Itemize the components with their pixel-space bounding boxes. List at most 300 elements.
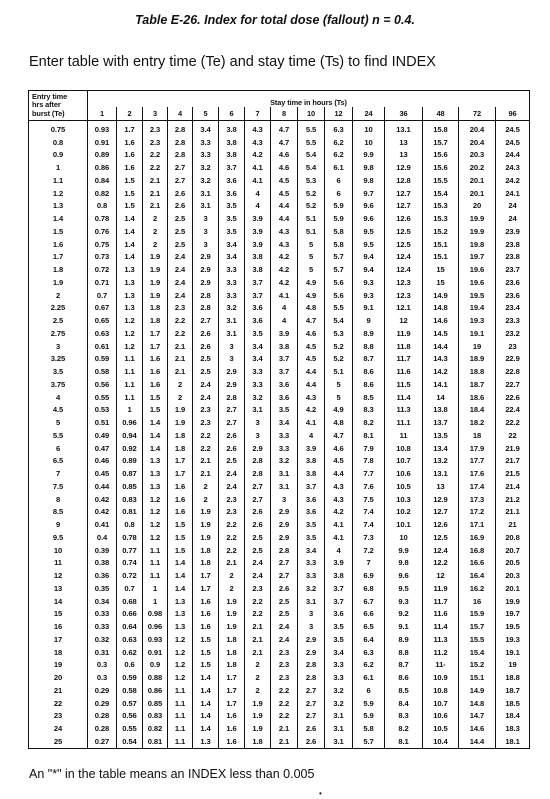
index-value-cell: 9.1 [385,620,423,633]
index-value-cell: 5.7 [325,263,353,276]
index-value-cell: 2.2 [219,531,245,544]
index-value-cell: 10.7 [385,455,423,468]
index-value-cell: 13.7 [423,416,459,429]
index-value-cell: 3.8 [298,455,325,468]
index-value-cell: 3.6 [325,608,353,621]
index-value-cell: 1.2 [117,314,143,327]
index-value-cell: 9.8 [385,557,423,570]
index-value-cell: 4.1 [298,416,325,429]
index-value-cell: 2.2 [271,697,298,710]
index-value-cell: 2.9 [193,251,219,264]
index-value-cell: 18.7 [505,685,520,695]
index-value-cell: 0.92 [117,442,143,455]
index-value-cell: 14.6 [423,314,459,327]
index-value-cell: 0.68 [117,595,143,608]
entry-time-cell: 2.5 [29,314,88,327]
index-value-cell: 2.2 [271,710,298,723]
index-value-cell: 15.6 [423,161,459,174]
index-value-cell: 6.1 [353,671,385,684]
index-value-cell: 2.3 [271,659,298,672]
index-value-cell: 19.1 [505,647,520,657]
index-value-cell: 10.4 [423,735,459,748]
index-value-cell: 0.58 [88,365,117,378]
index-value-cell: 1.1 [168,735,193,748]
index-value-cell: 1.2 [168,633,193,646]
index-value-cell: 2 [219,569,245,582]
index-value-cell: 12.8 [385,174,423,187]
index-value-cell: 1.8 [219,633,245,646]
index-value-cell: 0.54 [117,735,143,748]
index-value-cell: 17.9 [459,442,496,455]
index-value-cell: 2.6 [245,506,271,519]
index-value-cell: 20.5 [505,558,520,568]
entry-time-cell: 1.2 [29,187,88,200]
index-value-cell: 2.3 [143,136,168,149]
index-value-cell: 12.7 [385,200,423,213]
index-value-cell: 5.9 [353,710,385,723]
stay-time-column-header: 3 [143,107,168,121]
table-row [29,595,530,608]
index-value-cell: 2.4 [168,289,193,302]
index-value-cell: 2.8 [298,659,325,672]
entry-time-cell: 1.9 [29,276,88,289]
index-value-cell: 4 [245,200,271,213]
index-value-cell: 24.5 [505,137,520,147]
entry-time-cell: 2.25 [29,302,88,315]
index-value-cell: 1.5 [193,659,219,672]
index-table-container [28,90,529,749]
index-value-cell: 7.4 [353,518,385,531]
index-value-cell: 3.3 [193,136,219,149]
index-value-cell: 1.9 [143,251,168,264]
index-value-cell: 0.91 [143,646,168,659]
index-value-cell: 2.4 [168,276,193,289]
index-value-cell: 0.65 [88,314,117,327]
index-value-cell: 0.34 [88,595,117,608]
index-value-cell: 3.3 [271,442,298,455]
index-value-cell: 1.9 [143,263,168,276]
table-row [29,251,530,264]
index-value-cell: 1.4 [193,722,219,735]
index-value-cell: 1.5 [168,544,193,557]
index-value-cell: 2.7 [168,161,193,174]
index-value-cell: 22.4 [505,405,520,415]
index-value-cell: 4 [271,314,298,327]
index-value-cell: 0.28 [88,722,117,735]
index-value-cell: 1.5 [143,404,168,417]
index-value-cell: 2.4 [168,251,193,264]
index-value-cell: 5.9 [325,200,353,213]
index-value-cell: 9.5 [353,225,385,238]
index-value-cell: 3.8 [219,121,245,136]
index-value-cell: 3 [193,238,219,251]
index-value-cell: 0.93 [88,121,117,136]
index-value-cell: 2.1 [143,187,168,200]
index-value-cell: 3 [219,353,245,366]
index-value-cell: 1.4 [168,557,193,570]
index-value-cell: 4.9 [298,289,325,302]
index-value-cell: 10.6 [385,467,423,480]
index-value-cell: 12.7 [385,187,423,200]
index-value-cell: 2.9 [219,365,245,378]
table-row [29,276,530,289]
index-value-cell: 20 [459,200,496,213]
table-row [29,620,530,633]
index-value-cell: 3.1 [325,735,353,748]
index-value-cell: 3.2 [325,697,353,710]
index-value-cell: 6.3 [353,646,385,659]
index-value-cell: 0.28 [88,710,117,723]
index-value-cell: 13 [385,136,423,149]
entry-time-cell: 25 [29,735,88,748]
index-value-cell: 9.8 [353,174,385,187]
index-value-cell: 0.62 [117,646,143,659]
index-value-cell: 12 [423,569,459,582]
index-value-cell: 3.5 [219,225,245,238]
index-value-cell: 0.41 [88,518,117,531]
index-value-cell: 21.7 [505,456,520,466]
index-value-cell: 17.6 [459,467,496,480]
index-value-cell: 18.4 [505,711,520,721]
index-value-cell: 3.5 [298,531,325,544]
index-value-cell: 5.2 [298,187,325,200]
index-value-cell: 3.5 [219,200,245,213]
index-value-cell: 3.7 [219,161,245,174]
index-value-cell: 2.8 [168,121,193,136]
index-value-cell: 2.2 [143,161,168,174]
index-value-cell: 1 [117,404,143,417]
index-value-cell: 11.9 [423,582,459,595]
index-value-cell: 18.7 [459,378,496,391]
index-value-cell: 1.2 [143,518,168,531]
index-value-cell: 2.5 [271,595,298,608]
index-value-cell: 5.7 [325,251,353,264]
index-value-cell: 1.7 [219,684,245,697]
index-value-cell: 3.5 [245,327,271,340]
index-value-cell: 1.2 [117,340,143,353]
index-value-cell: 8.6 [353,365,385,378]
index-value-cell: 19.7 [505,609,520,619]
index-value-cell: 2.8 [193,302,219,315]
index-value-cell: 2 [193,480,219,493]
index-value-cell: 2.4 [245,557,271,570]
index-value-cell: 15.1 [423,251,459,264]
index-value-cell: 23 [508,341,517,351]
index-value-cell: 3.3 [298,569,325,582]
index-value-cell: 9.8 [353,161,385,174]
index-value-cell: 8.7 [385,659,423,672]
index-value-cell: 19.4 [459,302,496,315]
index-value-cell: 3.1 [271,467,298,480]
entry-time-cell: 22 [29,697,88,710]
column-header-row [29,107,530,121]
entry-time-header-line: hrs after [32,100,61,110]
index-value-cell: 10.5 [423,722,459,735]
index-value-cell: 3.7 [298,480,325,493]
index-value-cell: 2.7 [271,557,298,570]
index-value-cell: 1.9 [193,506,219,519]
index-value-cell: 10 [353,136,385,149]
index-value-cell: 3.5 [219,212,245,225]
index-value-cell: 2.5 [245,531,271,544]
index-value-cell: 0.33 [88,608,117,621]
index-value-cell: 0.71 [88,276,117,289]
index-value-cell: 19.1 [459,327,496,340]
index-value-cell: 8.2 [385,722,423,735]
index-value-cell: 4.7 [271,121,298,136]
index-value-cell: 14 [423,391,459,404]
index-value-cell: 1.1 [143,557,168,570]
table-row [29,480,530,493]
table-row [29,212,530,225]
index-value-cell: 6.2 [325,136,353,149]
index-value-cell: 1.8 [143,314,168,327]
index-value-cell: 3.6 [245,302,271,315]
index-value-cell: 4.3 [298,391,325,404]
index-value-cell: 18 [459,429,496,442]
index-value-cell: 15.4 [423,187,459,200]
index-value-cell: 0.9 [143,659,168,672]
index-value-cell: 0.63 [88,327,117,340]
index-value-cell: 13.8 [423,404,459,417]
index-value-cell: 2.1 [193,467,219,480]
index-value-cell: 7.3 [353,531,385,544]
stay-time-column-header: 6 [219,107,245,121]
index-value-cell: 12.5 [423,531,459,544]
index-value-cell: 12.9 [423,493,459,506]
index-value-cell: 3 [193,225,219,238]
index-value-cell: 4.5 [271,187,298,200]
index-value-cell: 5.9 [325,212,353,225]
index-value-cell: 1.3 [143,467,168,480]
index-value-cell: 11.6 [423,608,459,621]
index-value-cell: 1.8 [245,735,271,748]
table-row [29,684,530,697]
index-value-cell: 23.8 [505,239,520,249]
index-value-cell: 19.3 [505,634,520,644]
index-value-cell: 4.6 [271,149,298,162]
index-value-cell: 19 [459,340,496,353]
index-value-cell: 1.8 [143,302,168,315]
index-value-cell: 13.4 [423,442,459,455]
index-value-cell: 0.94 [117,429,143,442]
index-value-cell: 0.66 [117,608,143,621]
index-value-cell: 11.5 [385,378,423,391]
index-value-cell: 1.1 [143,569,168,582]
table-row [29,493,530,506]
index-value-cell: 2.8 [193,289,219,302]
index-value-cell: 1.1 [168,710,193,723]
index-value-cell: 11.7 [385,353,423,366]
index-value-cell: 15.9 [459,608,496,621]
index-value-cell: 0.89 [117,455,143,468]
index-value-cell: 1.9 [168,404,193,417]
index-value-cell: 6.8 [353,582,385,595]
index-value-cell: 0.8 [88,200,117,213]
index-value-cell: 9.1 [353,302,385,315]
table-row [29,391,530,404]
index-value-cell: 1.9 [193,531,219,544]
index-value-cell: 4.2 [245,149,271,162]
index-value-cell: 0.82 [143,722,168,735]
index-value-cell: 2.5 [168,238,193,251]
index-value-cell: 1.1 [117,353,143,366]
stray-mark: • [319,789,322,798]
index-value-cell: 1.6 [117,136,143,149]
entry-time-cell: 9.5 [29,531,88,544]
index-value-cell: 18.8 [505,673,520,683]
index-value-cell: 9.4 [353,263,385,276]
index-value-cell: 0.87 [117,467,143,480]
index-value-cell: 12.4 [385,251,423,264]
index-value-cell: 1.7 [193,569,219,582]
index-value-cell: 8.5 [353,391,385,404]
index-value-cell: 7 [353,557,385,570]
index-value-cell: 12.6 [423,518,459,531]
index-value-cell: 1.6 [143,353,168,366]
index-value-cell: 2.1 [168,353,193,366]
index-value-cell: 2 [168,391,193,404]
index-value-cell: 0.27 [88,735,117,748]
index-value-cell: 4.9 [298,276,325,289]
entry-time-cell: 1.3 [29,200,88,213]
index-value-cell: 1.9 [193,518,219,531]
index-value-cell: 3.5 [298,518,325,531]
index-value-cell: 3.4 [193,121,219,136]
index-value-cell: 0.83 [117,493,143,506]
index-value-cell: 2.4 [168,263,193,276]
index-value-cell: 8.5 [385,684,423,697]
index-value-cell: 2.9 [271,531,298,544]
index-value-cell: 8.1 [385,735,423,748]
index-value-cell: 21.2 [505,494,520,504]
table-row [29,633,530,646]
index-value-cell: 3.1 [298,595,325,608]
index-value-cell: 19.9 [505,596,520,606]
index-value-cell: 4.2 [271,251,298,264]
index-value-cell: 0.29 [88,697,117,710]
entry-time-cell: 0.75 [29,121,88,136]
index-value-cell: 1.2 [168,659,193,672]
index-value-cell: 3.7 [245,276,271,289]
table-row [29,238,530,251]
index-value-cell: 3.8 [245,251,271,264]
table-row [29,314,530,327]
index-value-cell: 2.2 [193,442,219,455]
index-value-cell: 3.7 [271,365,298,378]
index-value-cell: 8.3 [385,710,423,723]
entry-time-cell: 18 [29,646,88,659]
index-value-cell: 3.6 [219,187,245,200]
index-value-cell: 4.5 [271,174,298,187]
footnote: An "*" in the table means an INDEX less than 0.005 [29,767,315,781]
entry-time-cell: 16 [29,620,88,633]
index-value-cell: 6.2 [353,659,385,672]
table-row [29,340,530,353]
index-value-cell: 0.67 [88,302,117,315]
index-value-cell: 9.3 [353,289,385,302]
index-value-cell: 18.3 [505,724,520,734]
index-value-cell: 3.2 [193,174,219,187]
index-value-cell: 4.1 [245,174,271,187]
index-value-cell: 23.4 [505,303,520,313]
table-row [29,416,530,429]
index-value-cell: 9.6 [385,569,423,582]
index-value-cell: 8.7 [353,353,385,366]
index-value-cell: 4.3 [271,225,298,238]
table-row [29,710,530,723]
table-row [29,735,530,748]
index-value-cell: 3.4 [219,238,245,251]
index-value-cell: 0.58 [117,684,143,697]
entry-time-cell: 1.5 [29,225,88,238]
index-value-cell: 4.5 [325,455,353,468]
index-value-cell: 5.5 [325,302,353,315]
index-value-cell: 12.6 [385,212,423,225]
entry-time-cell: 12 [29,569,88,582]
index-value-cell: 15.5 [459,633,496,646]
index-value-cell: 3.2 [193,161,219,174]
index-value-cell: 10.3 [385,493,423,506]
index-value-cell: 3.3 [245,365,271,378]
index-value-cell: 4.8 [325,416,353,429]
index-value-cell: 9.2 [385,608,423,621]
index-value-cell: 3.3 [245,378,271,391]
index-value-cell: 23.3 [505,316,520,326]
index-value-cell: 10.8 [385,442,423,455]
index-value-cell: 1.4 [193,697,219,710]
index-value-cell: 17.1 [459,518,496,531]
index-value-cell: 0.78 [117,531,143,544]
index-value-cell: 5.2 [325,353,353,366]
index-value-cell: 2 [143,212,168,225]
index-value-cell: 2.2 [143,149,168,162]
index-value-cell: 4.6 [298,327,325,340]
index-value-cell: 1.4 [168,569,193,582]
index-value-cell: 0.74 [117,557,143,570]
index-value-cell: 1.7 [143,340,168,353]
index-value-cell: 3.6 [271,378,298,391]
index-value-cell: 0.96 [117,416,143,429]
index-value-cell: 2.2 [245,608,271,621]
index-value-cell: 1.2 [143,506,168,519]
index-value-cell: 18.8 [459,365,496,378]
index-value-cell: 12.3 [385,276,423,289]
index-value-cell: 0.31 [88,646,117,659]
index-value-cell: 5.1 [298,225,325,238]
index-value-cell: 14.8 [423,302,459,315]
index-value-cell: 1.9 [168,416,193,429]
index-value-cell: 19.6 [459,276,496,289]
table-row [29,161,530,174]
stay-time-column-header: 1 [88,107,117,121]
index-value-cell: 4.6 [271,161,298,174]
index-value-cell: 4.4 [298,365,325,378]
index-value-cell: 6.7 [353,595,385,608]
index-value-cell: 1.5 [168,531,193,544]
index-value-cell: 2.3 [219,506,245,519]
index-value-cell: 2.6 [298,735,325,748]
index-value-cell: 10.8 [423,684,459,697]
index-value-cell: 2.3 [271,671,298,684]
index-value-cell: 21.9 [505,443,520,453]
index-value-cell: 2.7 [271,569,298,582]
index-value-cell: 11.3 [385,404,423,417]
index-value-cell: 1 [143,582,168,595]
entry-time-cell: 6.5 [29,455,88,468]
index-value-cell: 3.3 [325,659,353,672]
index-value-cell: 0.53 [88,404,117,417]
